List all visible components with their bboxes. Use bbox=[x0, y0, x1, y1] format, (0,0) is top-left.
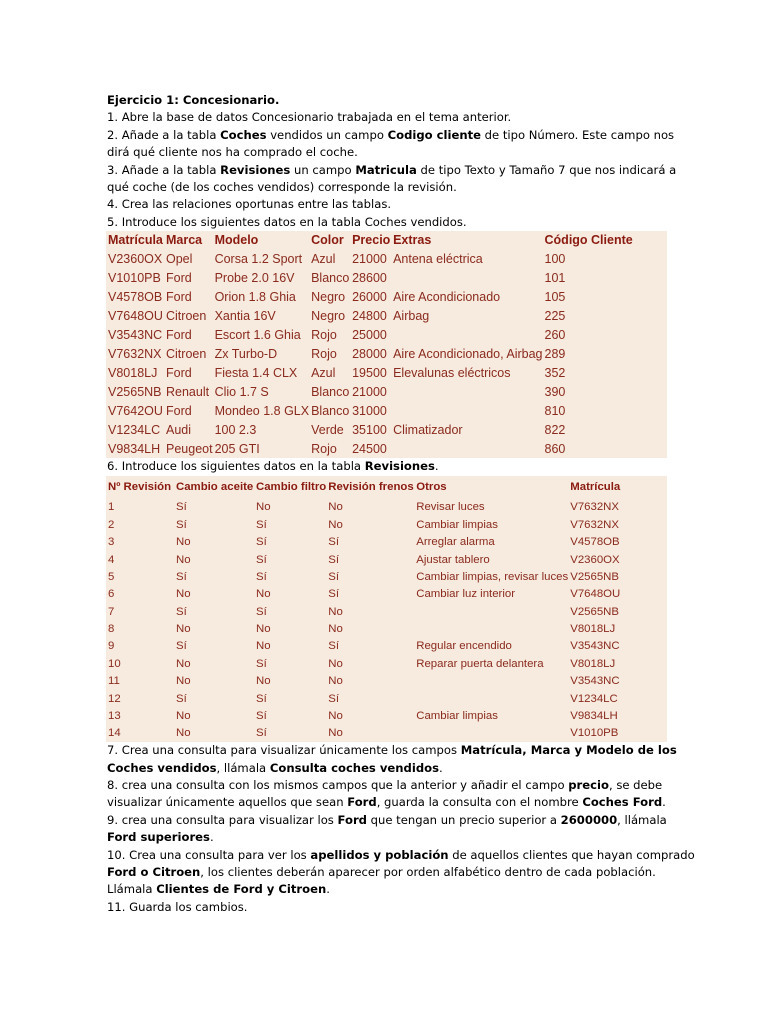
table-cell: 260 bbox=[544, 327, 566, 342]
table-cell: 810 bbox=[544, 403, 566, 418]
table-cell: Airbag bbox=[393, 308, 430, 323]
table-cell: Corsa 1.2 Sport bbox=[214, 251, 303, 266]
table-cell: Ford bbox=[166, 403, 192, 418]
table-cell: V4578OB bbox=[108, 289, 163, 304]
table-cell: Sí bbox=[176, 605, 187, 618]
table-cell: No bbox=[256, 588, 271, 601]
table-cell: V3543NC bbox=[570, 675, 620, 688]
table-cell: Climatizador bbox=[393, 422, 463, 437]
table-cell: No bbox=[328, 623, 343, 636]
table-row bbox=[106, 249, 641, 268]
table-cell: No bbox=[176, 727, 191, 740]
table-cell: V7632NX bbox=[570, 501, 620, 514]
table-cell: Regular encendido bbox=[416, 640, 512, 653]
table-cell: Revisar luces bbox=[416, 501, 485, 514]
table-cell: Rojo bbox=[311, 327, 337, 342]
column-header: Cambio filtro bbox=[256, 481, 327, 494]
column-header: Extras bbox=[393, 233, 432, 248]
table-cell: Aire Acondicionado bbox=[393, 289, 501, 304]
table-row bbox=[106, 516, 641, 533]
table-cell: No bbox=[256, 675, 271, 688]
table-cell: V1234LC bbox=[108, 422, 161, 437]
table-cell: Citroen bbox=[166, 308, 207, 323]
table-cell: Negro bbox=[311, 308, 346, 323]
instruction-10-cont-2: Llámala Clientes de Ford y Citroen. bbox=[107, 882, 330, 897]
table-row bbox=[106, 382, 641, 401]
table-row bbox=[106, 638, 641, 655]
table-cell: 7 bbox=[108, 605, 115, 618]
instruction-11: 11. Guarda los cambios. bbox=[107, 899, 248, 914]
table-cell: 100 2.3 bbox=[214, 422, 257, 437]
table-cell: Cambiar limpias, revisar luces bbox=[416, 570, 569, 583]
table-row bbox=[106, 287, 641, 306]
table-cell: Azul bbox=[311, 251, 336, 266]
table-cell: V1010PB bbox=[570, 727, 619, 740]
table-cell: Sí bbox=[256, 710, 267, 723]
table-cell: Sí bbox=[328, 640, 340, 653]
table-cell: 8 bbox=[108, 623, 115, 636]
table-cell: 11 bbox=[108, 675, 120, 688]
table-cell: No bbox=[176, 536, 191, 549]
table-cell: Cambiar limpias bbox=[416, 710, 498, 723]
table-cell: No bbox=[328, 675, 343, 688]
table-row bbox=[106, 306, 641, 325]
table-row bbox=[106, 344, 641, 363]
table-cell: Sí bbox=[176, 501, 187, 514]
column-header: Precio bbox=[352, 233, 391, 248]
table-cell: 390 bbox=[544, 384, 566, 399]
table-cell: Ajustar tablero bbox=[416, 553, 490, 566]
table-cell: V7632NX bbox=[570, 518, 620, 531]
table-cell: No bbox=[328, 605, 343, 618]
table-cell: 21000 bbox=[352, 251, 387, 266]
table-row bbox=[106, 401, 641, 420]
table-cell: V7648OU bbox=[570, 588, 621, 601]
table-cell: Sí bbox=[256, 692, 267, 705]
table-cell: V1010PB bbox=[108, 270, 161, 285]
table-row bbox=[106, 499, 641, 516]
table-cell: No bbox=[176, 675, 191, 688]
table-cell: V7632NX bbox=[108, 346, 162, 361]
table-cell: 6 bbox=[108, 588, 115, 601]
table-cell bbox=[391, 268, 542, 287]
table-cell: Reparar puerta delantera bbox=[416, 657, 544, 670]
table-cell: Sí bbox=[256, 657, 267, 670]
table-cell: Clio 1.7 S bbox=[214, 384, 269, 399]
table-cell: 289 bbox=[544, 346, 566, 361]
table-row bbox=[106, 690, 641, 707]
revisiones-table bbox=[106, 476, 641, 742]
table-cell: Sí bbox=[176, 570, 187, 583]
table-cell: Sí bbox=[176, 640, 187, 653]
column-header: Matrícula bbox=[570, 481, 621, 494]
table-cell bbox=[391, 439, 542, 458]
table-cell: V7648OU bbox=[108, 308, 163, 323]
table-cell: 21000 bbox=[352, 384, 387, 399]
table-cell: Ford bbox=[166, 289, 192, 304]
coches-table-wrap bbox=[106, 231, 667, 458]
table-cell: 101 bbox=[544, 270, 566, 285]
table-cell: 2 bbox=[108, 518, 115, 531]
instruction-6: 6. Introduce los siguientes datos en la tabla Revisiones. bbox=[107, 459, 439, 474]
table-cell: Xantia 16V bbox=[214, 308, 276, 323]
table-cell: V2565NB bbox=[108, 384, 162, 399]
table-cell: No bbox=[256, 501, 271, 514]
table-cell: No bbox=[328, 710, 343, 723]
table-cell: Cambiar luz interior bbox=[416, 588, 516, 601]
table-cell: Rojo bbox=[311, 441, 337, 456]
table-cell: 28600 bbox=[352, 270, 387, 285]
table-cell: V8018LJ bbox=[570, 623, 616, 636]
table-cell: V3543NC bbox=[108, 327, 163, 342]
table-cell: Fiesta 1.4 CLX bbox=[214, 365, 298, 380]
table-cell: Sí bbox=[328, 588, 340, 601]
table-cell: Peugeot bbox=[166, 441, 213, 456]
table-cell: 28000 bbox=[352, 346, 387, 361]
table-cell: Audi bbox=[166, 422, 192, 437]
table-cell: Ford bbox=[166, 327, 192, 342]
table-cell: 100 bbox=[544, 251, 566, 266]
table-cell: 35100 bbox=[352, 422, 387, 437]
instruction-3-cont: qué coche (de los coches vendidos) corresponde la revisión. bbox=[107, 180, 457, 195]
table-cell: Sí bbox=[256, 553, 267, 566]
instruction-8-cont: visualizar únicamente aquellos que sean Ford, guarda la consulta con el nombre Coches Ford. bbox=[107, 795, 666, 810]
table-cell: 4 bbox=[108, 553, 115, 566]
table-cell bbox=[391, 401, 542, 420]
table-cell: Sí bbox=[328, 692, 340, 705]
table-cell: No bbox=[328, 501, 343, 514]
table-row bbox=[106, 533, 641, 550]
table-cell: 105 bbox=[544, 289, 566, 304]
table-cell: 13 bbox=[108, 710, 121, 723]
table-cell bbox=[414, 725, 568, 742]
instruction-10: 10. Crea una consulta para ver los apellidos y población de aquellos clientes que hayan comprado bbox=[107, 847, 695, 862]
table-cell: 822 bbox=[544, 422, 566, 437]
table-cell: Blanco bbox=[311, 384, 350, 399]
table-cell: V8018LJ bbox=[570, 657, 616, 670]
table-cell: Sí bbox=[256, 727, 267, 740]
table-cell: Sí bbox=[256, 518, 267, 531]
table-cell: 24800 bbox=[352, 308, 387, 323]
table-cell: Zx Turbo-D bbox=[214, 346, 278, 361]
column-header: Código Cliente bbox=[544, 233, 633, 248]
table-cell: Sí bbox=[176, 518, 187, 531]
table-cell: Verde bbox=[311, 422, 344, 437]
table-row bbox=[106, 325, 641, 344]
instruction-2-cont: dirá qué cliente nos ha comprado el coche. bbox=[107, 145, 358, 160]
revisiones-table-wrap bbox=[106, 476, 667, 742]
exercise-title: Ejercicio 1: Concesionario. bbox=[107, 93, 280, 107]
table-cell: Elevalunas eléctricos bbox=[393, 365, 511, 380]
table-cell: No bbox=[176, 623, 191, 636]
table-cell: Ford bbox=[166, 270, 192, 285]
table-cell: Antena eléctrica bbox=[393, 251, 483, 266]
table-cell: Rojo bbox=[311, 346, 337, 361]
table-row bbox=[106, 586, 641, 603]
table-cell: 225 bbox=[544, 308, 566, 323]
table-cell: Azul bbox=[311, 365, 336, 380]
table-cell: Blanco bbox=[311, 403, 350, 418]
column-header: Marca bbox=[166, 233, 203, 248]
table-row bbox=[106, 420, 641, 439]
table-cell: 9 bbox=[108, 640, 115, 653]
table-cell: V8018LJ bbox=[108, 365, 158, 380]
table-cell: No bbox=[328, 518, 343, 531]
table-cell: Escort 1.6 Ghia bbox=[214, 327, 301, 342]
table-cell: 14 bbox=[108, 727, 121, 740]
column-header: Cambio aceite bbox=[176, 481, 254, 494]
document-page bbox=[107, 92, 695, 916]
table-cell: Mondeo 1.8 GLX bbox=[214, 403, 310, 418]
column-header: Color bbox=[311, 233, 344, 248]
table-cell: V2565NB bbox=[570, 605, 620, 618]
instruction-9: 9. crea una consulta para visualizar los Ford que tengan un precio superior a 2600000, llámala bbox=[107, 812, 667, 827]
table-row bbox=[106, 363, 641, 382]
table-row bbox=[106, 725, 641, 742]
table-cell: V3543NC bbox=[570, 640, 620, 653]
table-cell: Renault bbox=[166, 384, 210, 399]
table-row bbox=[106, 673, 641, 690]
table-cell: No bbox=[328, 727, 343, 740]
table-cell: 10 bbox=[108, 657, 121, 670]
instruction-9-cont: Ford superiores. bbox=[107, 830, 214, 845]
table-cell: 205 GTI bbox=[214, 441, 260, 456]
table-cell: 860 bbox=[544, 441, 566, 456]
table-cell: Citroen bbox=[166, 346, 207, 361]
table-cell bbox=[414, 690, 568, 707]
column-header: Nº Revisión bbox=[108, 481, 172, 494]
instruction-7-cont: Coches vendidos, llámala Consulta coches vendidos. bbox=[107, 760, 443, 775]
table-cell: No bbox=[176, 588, 191, 601]
table-cell: V2360OX bbox=[570, 553, 620, 566]
table-cell: 1 bbox=[108, 501, 115, 514]
column-header: Modelo bbox=[214, 233, 259, 248]
table-cell: Aire Acondicionado, Airbag bbox=[393, 346, 543, 361]
table-cell: V1234LC bbox=[570, 692, 618, 705]
table-cell bbox=[414, 603, 568, 620]
instruction-2: 2. Añade a la tabla Coches vendidos un campo Codigo cliente de tipo Número. Este campo nos bbox=[107, 127, 675, 142]
table-cell: V7642OU bbox=[108, 403, 163, 418]
table-cell: Opel bbox=[166, 251, 193, 266]
instruction-8: 8. crea una consulta con los mismos campos que la anterior y añadir el campo precio, se debe bbox=[107, 777, 663, 792]
table-cell: V4578OB bbox=[570, 536, 620, 549]
instruction-4: 4. Crea las relaciones oportunas entre las tablas. bbox=[107, 197, 392, 212]
table-cell bbox=[391, 382, 542, 401]
table-row bbox=[106, 707, 641, 724]
table-row bbox=[106, 268, 641, 287]
table-cell: 19500 bbox=[352, 365, 387, 380]
table-cell: No bbox=[328, 657, 343, 670]
table-cell: No bbox=[176, 553, 191, 566]
coches-vendidos-table bbox=[106, 231, 641, 458]
table-cell: 3 bbox=[108, 536, 115, 549]
table-cell: Sí bbox=[256, 605, 267, 618]
table-cell: V9834LH bbox=[570, 710, 618, 723]
table-cell: Sí bbox=[176, 692, 187, 705]
table-cell: 5 bbox=[108, 570, 115, 583]
table-cell: 31000 bbox=[352, 403, 387, 418]
instruction-3: 3. Añade a la tabla Revisiones un campo Matricula de tipo Texto y Tamaño 7 que nos indicará a bbox=[107, 162, 677, 177]
table-row bbox=[106, 439, 641, 458]
table-cell: No bbox=[256, 640, 271, 653]
column-header: Otros bbox=[416, 481, 447, 494]
table-row bbox=[106, 655, 641, 672]
instruction-5: 5. Introduce los siguientes datos en la tabla Coches vendidos. bbox=[107, 214, 467, 229]
table-cell: Orion 1.8 Ghia bbox=[214, 289, 296, 304]
table-cell: V9834LH bbox=[108, 441, 161, 456]
table-row bbox=[106, 620, 641, 637]
table-cell: Ford bbox=[166, 365, 192, 380]
table-row bbox=[106, 603, 641, 620]
instruction-10-cont: Ford o Citroen, los clientes deberán aparecer por orden alfabético dentro de cada población. bbox=[107, 864, 656, 879]
table-cell: No bbox=[176, 710, 191, 723]
table-cell: Arreglar alarma bbox=[416, 536, 495, 549]
column-header: Revisión frenos bbox=[328, 481, 414, 494]
table-cell: Blanco bbox=[311, 270, 350, 285]
table-cell: Probe 2.0 16V bbox=[214, 270, 295, 285]
table-row bbox=[106, 568, 641, 585]
table-header-row bbox=[106, 231, 641, 249]
table-cell: V2565NB bbox=[570, 570, 620, 583]
table-cell: 25000 bbox=[352, 327, 387, 342]
table-cell: Cambiar limpias bbox=[416, 518, 498, 531]
instruction-1: 1. Abre la base de datos Concesionario trabajada en el tema anterior. bbox=[107, 110, 512, 125]
instruction-7: 7. Crea una consulta para visualizar únicamente los campos Matrícula, Marca y Modelo de los bbox=[107, 743, 677, 758]
table-cell: No bbox=[176, 657, 191, 670]
table-cell: 26000 bbox=[352, 289, 387, 304]
table-cell: 352 bbox=[544, 365, 566, 380]
table-cell bbox=[414, 620, 568, 637]
table-cell: Sí bbox=[328, 570, 340, 583]
table-cell: V2360OX bbox=[108, 251, 163, 266]
table-cell: Sí bbox=[328, 536, 340, 549]
table-cell: Sí bbox=[328, 553, 340, 566]
table-row bbox=[106, 551, 641, 568]
table-cell: 12 bbox=[108, 692, 121, 705]
column-header: Matrícula bbox=[108, 233, 163, 248]
table-header-row bbox=[106, 476, 641, 499]
table-cell bbox=[391, 325, 542, 344]
table-cell bbox=[414, 673, 568, 690]
table-cell: 24500 bbox=[352, 441, 387, 456]
table-cell: Negro bbox=[311, 289, 346, 304]
table-cell: Sí bbox=[256, 536, 267, 549]
table-cell: Sí bbox=[256, 570, 267, 583]
table-cell: No bbox=[256, 623, 271, 636]
